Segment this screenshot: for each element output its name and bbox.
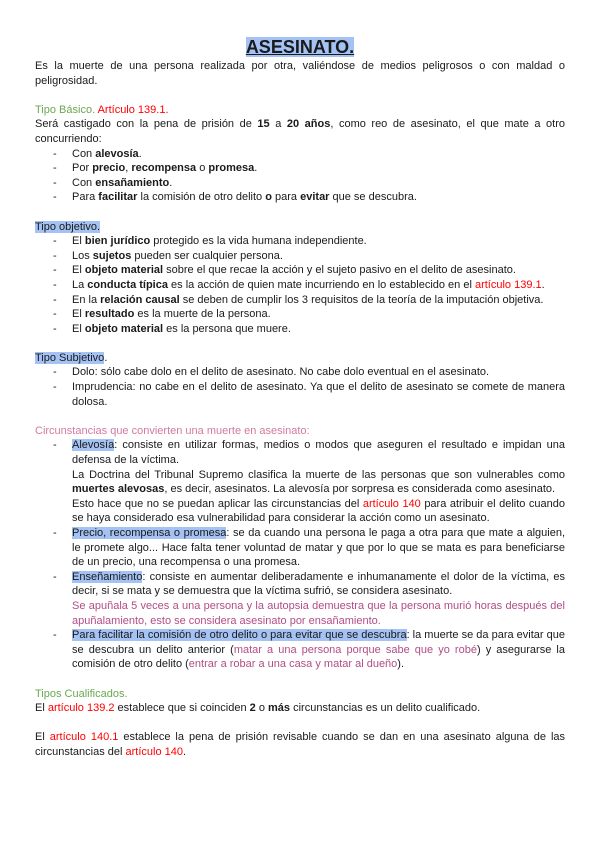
text-run: protegido es la vida humana independiente. (150, 235, 367, 248)
list-item (35, 278, 565, 293)
text-run: o (196, 162, 209, 175)
bullet-dash: - (53, 570, 57, 583)
article-reference: artículo 139.2 (47, 702, 115, 715)
text-run: es la muerte de la persona. (134, 308, 271, 321)
blank-line (35, 409, 565, 424)
text-run: El (35, 731, 50, 744)
list-item-continuation (35, 599, 565, 628)
text-run: para (271, 191, 301, 204)
text-run: Imprudencia: no cabe en el delito de asesinato. Ya que el delito de asesinato se comete de manera dolosa. (72, 381, 565, 408)
article-reference: artículo 140 (125, 745, 183, 758)
bullet-dash: - (53, 191, 57, 204)
bold-text: bien jurídico (84, 235, 151, 248)
bullet-dash: - (53, 308, 57, 321)
text-run: En la (72, 293, 101, 306)
text-run: El (72, 264, 85, 277)
text-run: La Doctrina del Tribunal Supremo clasifica la muerte de las personas que son vulnerables como (72, 468, 565, 481)
blank-line (35, 672, 565, 687)
text-run: : consiste en utilizar formas, medios o modos que aseguren el resultado e impidan una defensa de la víctima. (72, 439, 565, 467)
text-run: se deben de cumplir los 3 requisitos de la teoría de la imputación objetiva. (179, 293, 544, 306)
blank-line (35, 336, 565, 351)
text-run: La (72, 278, 88, 291)
bullet-dash: - (53, 381, 57, 394)
bold-text: recompensa (131, 162, 197, 175)
list-item (35, 249, 565, 264)
bullet-dash: - (53, 264, 57, 277)
text-run: Por (72, 162, 93, 175)
bullet-dash: - (53, 439, 57, 452)
bullet-dash: - (53, 629, 57, 642)
list-item (35, 438, 565, 467)
list-item (35, 526, 565, 570)
text-run: ) y asegurarse la comisión de otro delito ( (72, 643, 565, 671)
bullet-dash: - (53, 322, 57, 335)
text-run: . (169, 176, 173, 189)
text-run: . (541, 278, 545, 291)
list-item (35, 234, 565, 249)
bold-text: relación causal (100, 293, 180, 306)
bold-text: objeto material (84, 264, 164, 277)
bold-text: alevosía (95, 147, 139, 160)
list-item (35, 190, 565, 205)
text-run: para atribuir el delito cuando se haya considerado esa vulnerabilidad para considerar la acción como un asesinato. (72, 497, 565, 525)
article-reference: artículo 139.1 (474, 278, 542, 291)
highlighted-text: Precio, recompensa o promesa (72, 527, 227, 539)
paragraph (35, 687, 565, 702)
text-run: a (269, 118, 287, 131)
list-item (35, 570, 565, 599)
text-run: Tipo Básico. (35, 103, 98, 116)
bullet-dash: - (53, 147, 57, 160)
text-run: Es la muerte de una persona realizada por otra, valiéndose de medios peligrosos o con maldad o peligrosidad. (35, 60, 565, 87)
text-run: es la acción de quien mate incurriendo en lo establecido en el (167, 278, 475, 291)
text-run: . (138, 147, 142, 160)
list-item-continuation (35, 468, 565, 497)
text-run: Será castigado con la pena de prisión de (35, 118, 258, 131)
text-run: Dolo: sólo cabe dolo en el delito de asesinato. No cabe dolo eventual en el asesinato. (72, 366, 490, 379)
highlighted-text: ASESINATO. (245, 37, 355, 57)
paragraph (35, 730, 565, 759)
text-run: . (182, 745, 187, 758)
text-run: . (254, 162, 258, 175)
blank-line (35, 716, 565, 731)
text-run: Con (72, 176, 96, 189)
text-run: , como reo de asesinato, el que mate a otro concurriendo: (35, 118, 565, 145)
bold-text: muertes alevosas (72, 483, 165, 496)
article-reference: artículo 140.1 (49, 731, 119, 744)
list-item (35, 365, 565, 380)
bold-text: resultado (84, 308, 135, 321)
highlighted-text: Alevosía (72, 439, 115, 452)
text-run: Esto hace que no se puedan aplicar las circunstancias del (72, 497, 363, 510)
bold-text: conducta típica (87, 278, 168, 291)
bullet-dash: - (53, 366, 57, 379)
text-run: Circunstancias que convierten una muerte en asesinato: (35, 424, 310, 437)
highlighted-text: Tipo Subjetivo (35, 351, 105, 364)
text-run: : consiste en aumentar deliberadamente e inhumanamente el dolor de la víctima, es decir, si se mata y se demuestra que la víctima sufrió, se considera asesinato. (72, 570, 565, 598)
bullet-dash: - (53, 278, 57, 291)
text-run: Los (72, 249, 93, 262)
bold-text: ensañamiento (95, 176, 170, 189)
bold-text: objeto material (84, 322, 164, 335)
document-title (35, 36, 565, 58)
paragraph (35, 351, 565, 366)
bold-text: evitar (300, 191, 330, 204)
bullet-dash: - (53, 249, 57, 262)
paragraph (35, 59, 565, 88)
text-run: o (255, 702, 269, 715)
bullet-dash: - (53, 235, 57, 248)
text-run: Con (72, 147, 96, 160)
list-item (35, 307, 565, 322)
text-run: . (104, 351, 108, 364)
text-run: Para (72, 191, 99, 204)
text-run: , (125, 162, 132, 175)
text-run: es la persona que muere. (163, 322, 291, 335)
highlighted-text: Para facilitar la comisión de otro delito o para evitar que se descubra (72, 629, 407, 642)
list-item (35, 176, 565, 191)
paragraph (35, 220, 565, 235)
list-item (35, 263, 565, 278)
text-run: : se da cuando una persona le paga a otra para que mate a alguien, le promete algo... Hace falta tener voluntad de matar y que por lo que se mata es para beneficiarse de un precio, una recompensa o una promesa. (72, 527, 565, 569)
paragraph (35, 424, 565, 439)
text-run: sobre el que recae la acción y el sujeto pasivo en el delito de asesinato. (163, 264, 516, 277)
list-item (35, 380, 565, 409)
blank-line (35, 205, 565, 220)
text-run: circunstancias es un delito cualificado. (290, 702, 481, 715)
bullet-dash: - (53, 527, 57, 539)
list-item (35, 161, 565, 176)
list-item (35, 628, 565, 672)
text-run: El (35, 702, 48, 715)
paragraph (35, 117, 565, 146)
bold-text: facilitar (98, 191, 138, 204)
list-item-continuation (35, 497, 565, 526)
text-run: El (72, 308, 85, 321)
bold-text: promesa (208, 162, 255, 175)
text-run: pueden ser cualquier persona. (131, 249, 283, 262)
text-run: establece que si coinciden (114, 702, 250, 715)
article-reference: Artículo 139.1. (97, 103, 169, 116)
bullet-dash: - (53, 176, 57, 189)
text-run: , es decir, asesinatos. La alevosía por sorpresa es considerada como asesinato. (164, 483, 556, 496)
text-run: la comisión de otro delito (137, 191, 266, 204)
text-run: : la muerte se da para evitar que se descubra un delito anterior ( (72, 629, 565, 656)
bullet-dash: - (53, 162, 57, 175)
bold-text: más (268, 702, 291, 715)
bold-text: precio (92, 162, 126, 175)
list-item (35, 322, 565, 337)
paragraph (35, 103, 565, 118)
article-reference: artículo 140 (362, 497, 421, 510)
text-run: El (72, 322, 85, 335)
blank-line (35, 88, 565, 103)
highlighted-text: Tipo objetivo. (35, 220, 101, 233)
text-run: establece la pena de prisión revisable cuando se dan en una asesinato alguna de las circunstancias del (35, 731, 566, 758)
text-run: entrar a robar a una casa y matar al dueño (188, 658, 398, 671)
bold-text: 2 (249, 702, 256, 715)
text-run: El (72, 235, 85, 248)
list-item (35, 147, 565, 162)
document-page (35, 36, 565, 760)
text-run: ). (397, 658, 405, 671)
bold-text: sujetos (92, 249, 132, 262)
bullet-dash: - (53, 293, 57, 306)
text-run: Se apuñala 5 veces a una persona y la autopsia demuestra que la persona murió horas después del apuñalamiento, esto se considera asesinato por ensañamiento. (72, 599, 565, 627)
highlighted-text: Enseñamiento (72, 570, 143, 583)
text-run: matar a una persona porque sabe que yo robé (233, 643, 477, 656)
text-run: que se descubra. (329, 191, 417, 204)
text-run: Tipos Cualificados. (35, 687, 128, 700)
bold-text: o (265, 191, 272, 204)
list-item (35, 293, 565, 308)
bold-text: 20 años (286, 118, 331, 131)
bold-text: 15 (257, 118, 270, 131)
paragraph (35, 701, 565, 716)
